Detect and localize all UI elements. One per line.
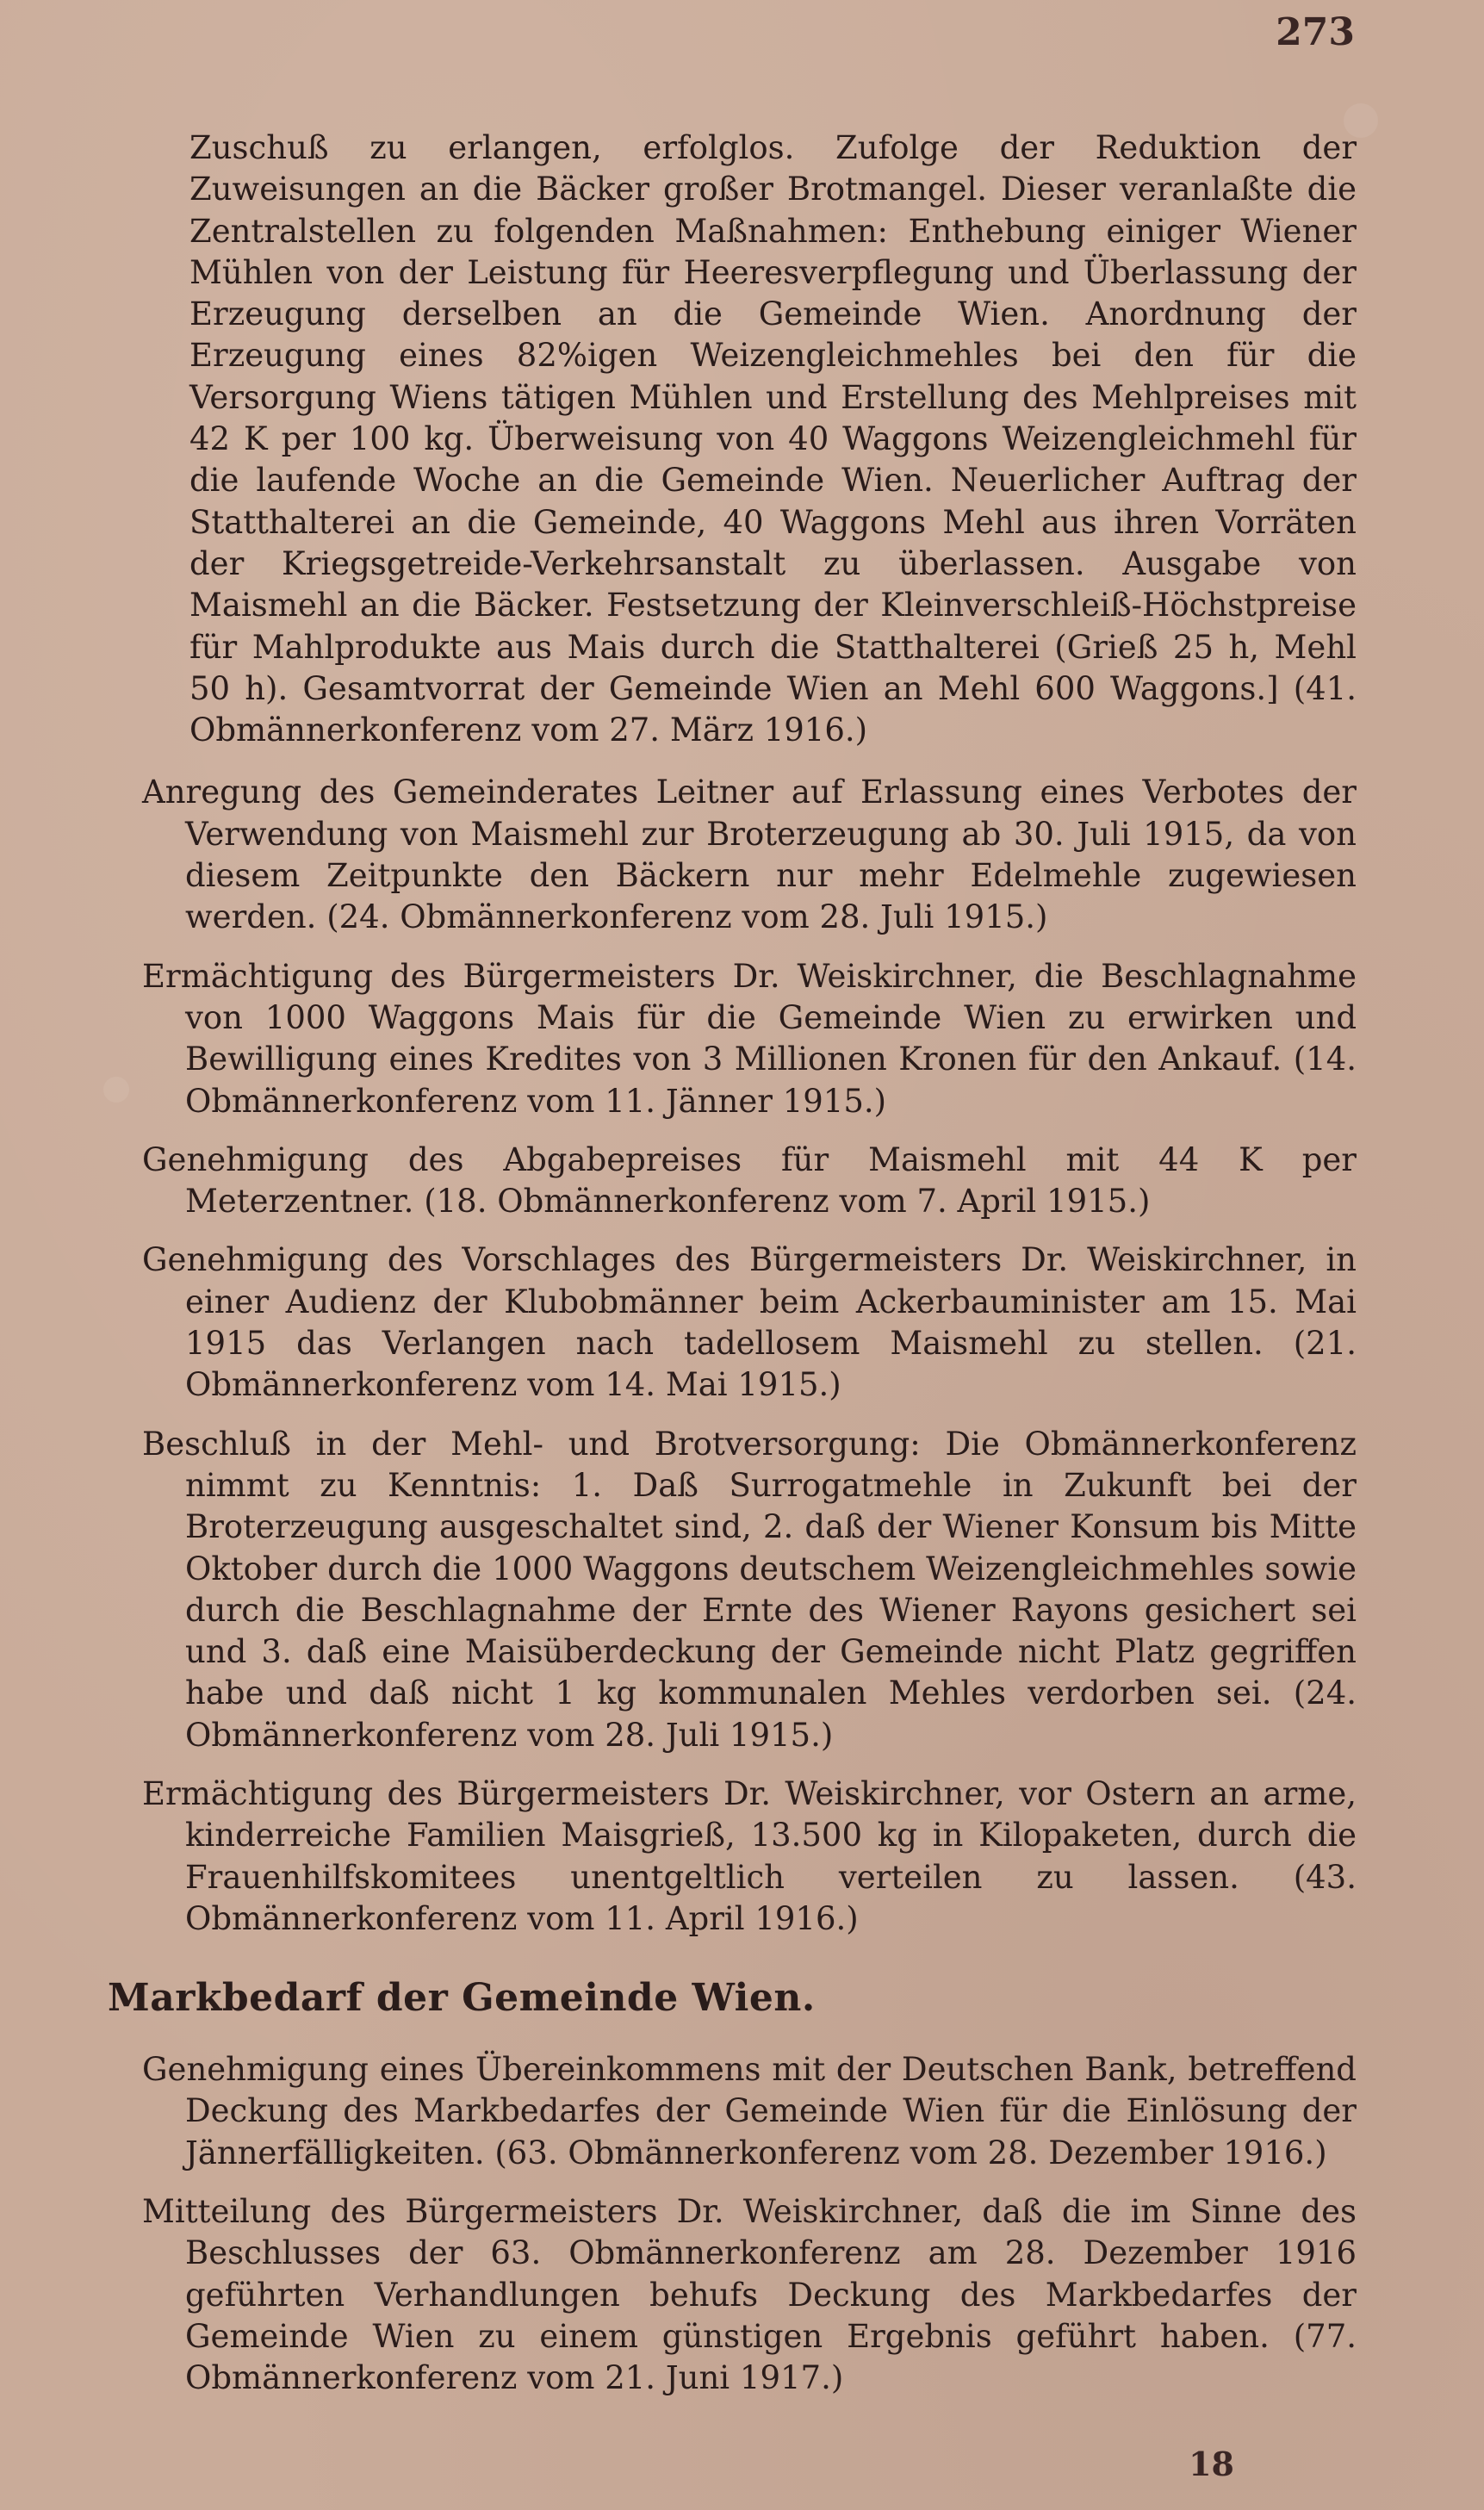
entry-continuation: Zuschuß zu erlangen, erfolglos. Zufolge der Reduktion der Zuweisungen an die Bäcker großer Brotmangel. Dieser veranlaßte die Zentralstellen zu folgenden Maßnahmen: Enthebung einiger Wiener Mühlen von der Leistung für Heeresverpflegung und Überlassung der Erzeugung derselben an die Gemeinde Wien. Anordnung der Erzeugung eines 82%igen Weizengleichmehles bei den für die Versorgung Wiens tätigen Mühlen und Erstellung des Mehlpreises mit 42 K per 100 kg. Überweisung von 40 Waggons Weizengleichmehl für die laufende Woche an die Gemeinde Wien. Neuerlicher Auftrag der Statthalterei an die Gemeinde, 40 Waggons Mehl aus ihren Vorräten der Kriegsgetreide-Verkehrsanstalt zu überlassen. Ausgabe von Maismehl an die Bäcker. Festsetzung der Kleinverschleiß-Höchstpreise für Mahlprodukte aus Mais durch die Statthalterei (Grieß 25 h, Mehl 50 h). Gesamtvorrat der Gemeinde Wien an Mehl 600 Waggons.] (41. Obmännerkonferenz vom 27. März 1916.): [189, 129, 1357, 749]
section-heading: Markbedarf der Gemeinde Wien.: [108, 1976, 816, 2021]
page-number: 273: [1276, 10, 1355, 54]
entry-leitner-maismehl: Anregung des Gemeinderates Leitner auf Erlassung eines Verbotes der Verwendung von Maismehl zur Broterzeugung ab 30. Juli 1915, da von diesem Zeitpunkte den Bäckern nur mehr Edelmehle zugewiesen werden. (24. Obmännerkonferenz vom 28. Juli 1915.): [142, 774, 1357, 936]
entry-beschlagnahme-mais: Ermächtigung des Bürgermeisters Dr. Weiskirchner, die Beschlagnahme von 1000 Waggons Mais für die Gemeinde Wien zu erwirken und Bewilligung eines Kredites von 3 Millionen Kronen für den Ankauf. (14. Obmännerkonferenz vom 11. Jänner 1915.): [142, 957, 1357, 1120]
entry-abgabepreis: Genehmigung des Abgabepreises für Maismehl mit 44 K per Meterzentner. (18. Obmännerkonferenz vom 7. April 1915.): [142, 1140, 1357, 1221]
entry-audienz-klubobmaenner: Genehmigung des Vorschlages des Bürgermeisters Dr. Weiskirchner, in einer Audienz der Klubobmänner beim Ackerbauminister am 15. Mai 1915 das Verlangen nach tadellosem Maismehl zu stellen. (21. Obmännerkonferenz vom 14. Mai 1915.): [142, 1241, 1357, 1404]
page-content: [108, 127, 1357, 2417]
entry-markbedarf-ergebnis: Mitteilung des Bürgermeisters Dr. Weiskirchner, daß die im Sinne des Beschlusses der 63. Obmännerkonferenz am 28. Dezember 1916 geführten Verhandlungen behufs Deckung des Markbedarfes der Gemeinde Wien zu einem günstigen Ergebnis geführt haben. (77. Obmännerkonferenz vom 21. Juni 1917.): [142, 2193, 1357, 2397]
entry-deutsche-bank: Genehmigung eines Übereinkommens mit der Deutschen Bank, betreffend Deckung des Markbedarfes der Gemeinde Wien für die Einlösung der Jännerfälligkeiten. (63. Obmännerkonferenz vom 28. Dezember 1916.): [142, 2051, 1357, 2171]
entry-beschluss-mehl-brot: Beschluß in der Mehl- und Brotversorgung: Die Obmännerkonferenz nimmt zu Kenntnis: 1. Daß Surrogatmehle in Zukunft bei der Broterzeugung ausgeschaltet sind, 2. daß der Wiener Konsum bis Mitte Oktober durch die 1000 Waggons deutschem Weizengleichmehles sowie durch die Beschlagnahme der Ernte des Wiener Rayons gesichert sei und 3. daß eine Maisüberdeckung der Gemeinde nicht Platz gegriffen habe und daß nicht 1 kg kommunalen Mehles verdorben sei. (24. Obmännerkonferenz vom 28. Juli 1915.): [142, 1425, 1357, 1754]
paper-spot: [103, 1077, 129, 1103]
signature-mark: 18: [1189, 2445, 1234, 2483]
entry-maisgriess-ostern: Ermächtigung des Bürgermeisters Dr. Weiskirchner, vor Ostern an arme, kinderreiche Familien Maisgrieß, 13.500 kg in Kilopaketen, durch die Frauenhilfskomitees unentgeltlich verteilen zu lassen. (43. Obmännerkonferenz vom 11. April 1916.): [142, 1774, 1357, 1937]
